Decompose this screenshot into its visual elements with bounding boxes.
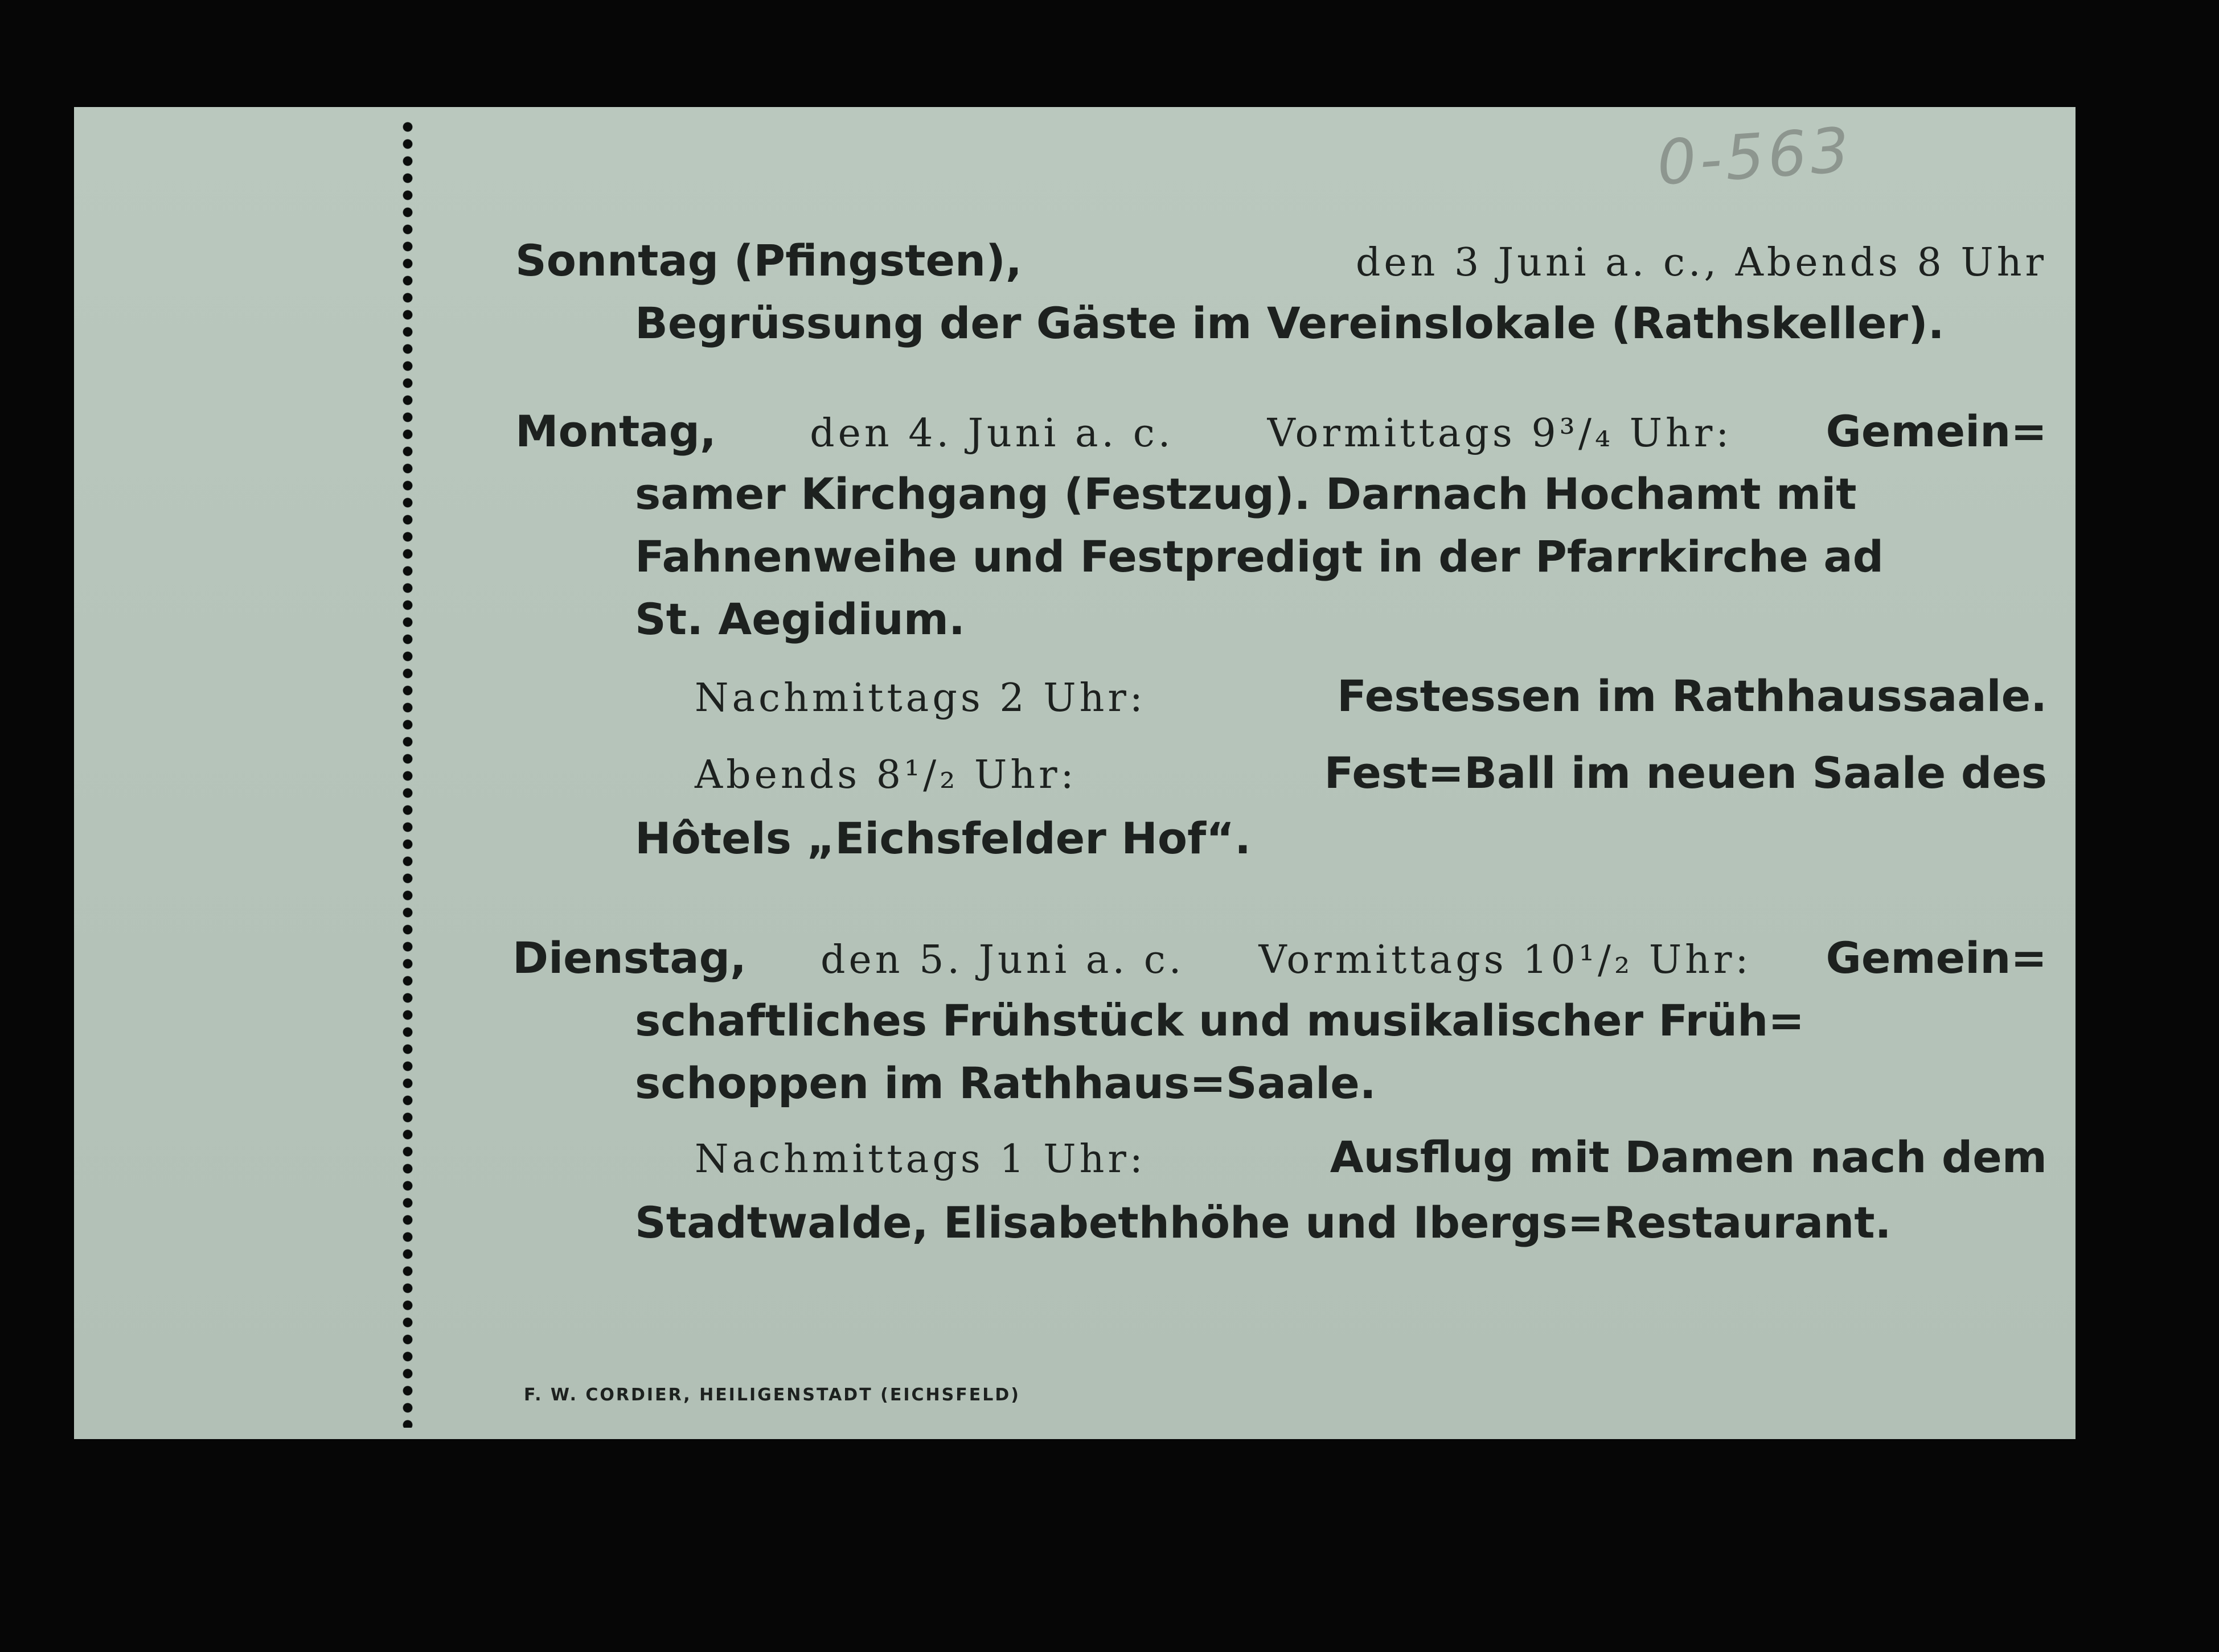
tuesday-time1: Vormittags 10¹/₂ Uhr:	[1258, 938, 1752, 983]
printer-imprint: F. W. CORDIER, HEILIGENSTADT (EICHSFELD)	[524, 1385, 1020, 1405]
monday-afternoon-line	[695, 671, 2047, 721]
catalog-number: 0-563	[1655, 114, 1855, 199]
monday-time1: Vormittags 9³/₄ Uhr:	[1267, 411, 1733, 456]
monday-date: den 4. Juni a. c.	[810, 411, 1174, 456]
sunday-day: Sonntag (Pfingsten),	[515, 235, 1022, 286]
sunday-date-time: den 3 Juni a. c., Abends 8 Uhr	[1355, 240, 2047, 285]
tuesday-line3: schoppen im Rathhaus=Saale.	[635, 1058, 1376, 1108]
monday-line3: Fahnenweihe und Festpredigt in der Pfarrkirche ad	[635, 531, 1884, 582]
sunday-text: Begrüssung der Gäste im Vereinslokale (Rathskeller).	[635, 298, 1945, 348]
tuesday-event2-line1: Ausflug mit Damen nach dem	[1330, 1132, 2047, 1182]
program-card	[74, 107, 2076, 1439]
monday-line2: samer Kirchgang (Festzug). Darnach Hochamt mit	[635, 469, 1857, 519]
tuesday-heading-line	[512, 932, 2047, 983]
tuesday-day: Dienstag,	[512, 932, 746, 983]
tuesday-line1-end: Gemein=	[1826, 932, 2047, 983]
tuesday-time2: Nachmittags 1 Uhr:	[695, 1137, 1146, 1182]
perforation-edge	[401, 118, 414, 1428]
monday-event3-line1: Fest=Ball im neuen Saale des	[1324, 747, 2047, 798]
monday-day: Montag,	[515, 406, 716, 457]
monday-heading-line	[515, 406, 2047, 457]
tuesday-line2: schaftliches Frühstück und musikalischer Früh=	[635, 995, 1804, 1046]
sunday-heading-line	[515, 235, 2047, 286]
monday-event2: Festessen im Rathhaussaale.	[1336, 671, 2047, 721]
monday-evening-line	[695, 747, 2047, 798]
monday-line1-end: Gemein=	[1826, 406, 2047, 457]
monday-line4: St. Aegidium.	[635, 594, 965, 644]
monday-time3: Abends 8¹/₂ Uhr:	[695, 753, 1077, 798]
monday-time2: Nachmittags 2 Uhr:	[695, 676, 1146, 721]
tuesday-event2-line2: Stadtwalde, Elisabethhöhe und Ibergs=Restaurant.	[635, 1197, 1892, 1248]
monday-event3-line2: Hôtels „Eichsfelder Hof“.	[635, 813, 1251, 864]
tuesday-afternoon-line	[695, 1132, 2047, 1182]
tuesday-date: den 5. Juni a. c.	[821, 938, 1185, 983]
